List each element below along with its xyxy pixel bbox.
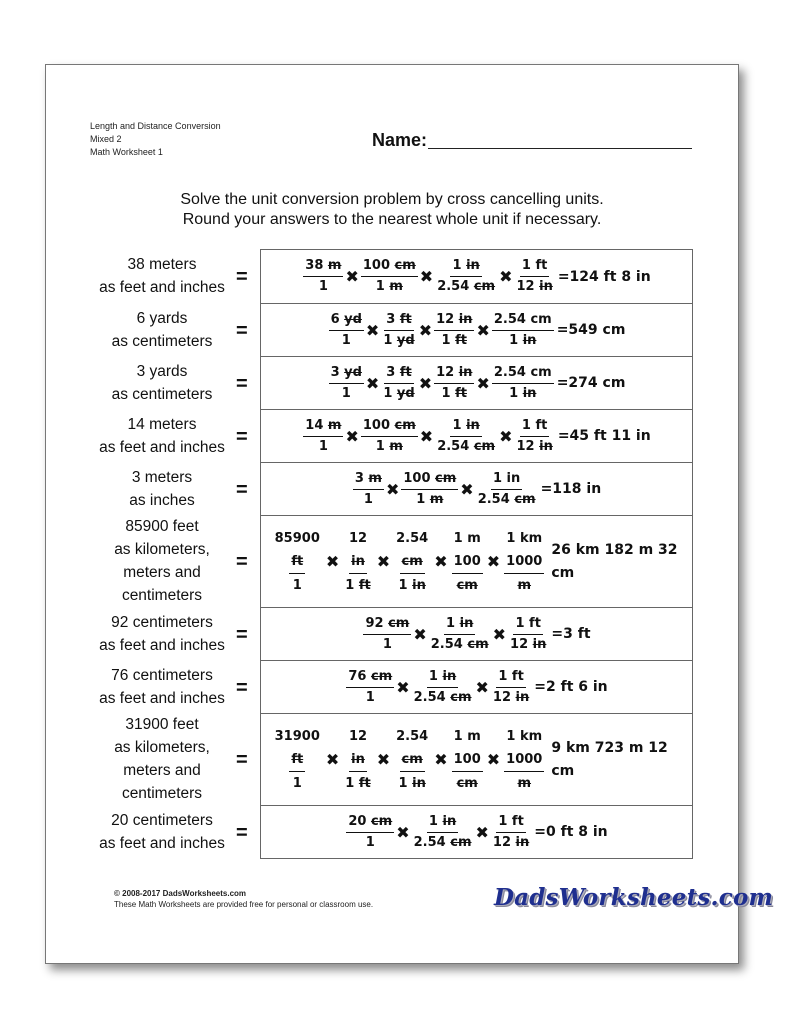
multiply-sign: ✖ (325, 750, 340, 769)
factor-denominator: 1 yd (383, 332, 415, 348)
factor-denominator: 1 (341, 385, 351, 401)
problem-row (46, 303, 738, 356)
conversion-factor (329, 310, 364, 351)
conversion-factor (434, 310, 474, 351)
answer-box (260, 303, 693, 357)
instructions (46, 190, 738, 230)
conversion-factor (435, 256, 497, 297)
factor-numerator-unit: cm (400, 748, 425, 772)
multiply-sign: ✖ (476, 373, 490, 393)
multiply-sign: ✖ (396, 677, 410, 697)
factor-numerator: 85900 (274, 530, 320, 546)
factor-numerator: 6 yd (329, 310, 364, 331)
problem-row (46, 515, 738, 607)
conversion-expression (261, 357, 692, 409)
problem-row (46, 660, 738, 713)
factor-numerator-unit: in (349, 748, 367, 772)
conversion-factor (476, 469, 538, 510)
answer-box (260, 515, 693, 608)
factor-denominator: 2.54 cm (437, 438, 496, 454)
instructions-line-1: Solve the unit conversion problem by cross cancelling units. (180, 191, 604, 208)
problem-row (46, 462, 738, 515)
conversion-factor (363, 614, 411, 655)
problem-question-line: centimeters (121, 587, 203, 604)
problem-row (46, 249, 738, 303)
multiply-sign: ✖ (345, 426, 359, 446)
answer-box (260, 805, 693, 859)
conversion-factor (504, 527, 544, 597)
problem-question (82, 809, 242, 855)
multiply-sign: ✖ (419, 267, 434, 286)
factor-numerator: 38 m (303, 256, 343, 277)
answer-box (260, 462, 693, 516)
factor-numerator-unit: 100 (452, 550, 483, 574)
conversion-result: 26 km 182 m 32 cm (551, 541, 678, 581)
multiply-sign: ✖ (499, 267, 513, 286)
answer-box (260, 607, 693, 661)
factor-denominator: 1 (318, 279, 328, 294)
equals-sign: = (236, 822, 248, 844)
factor-numerator: 3 ft (384, 363, 413, 384)
factor-numerator-unit: 1000 (504, 748, 544, 772)
equals-sign: = (236, 373, 248, 395)
factor-denominator: 12 in (492, 834, 530, 850)
conversion-factor (429, 614, 491, 655)
problem-row (46, 713, 738, 805)
worksheet-title: Length and Distance Conversion (90, 121, 221, 131)
conversion-factor (412, 667, 474, 708)
factor-denominator: 2.54 cm (413, 834, 472, 850)
conversion-factor (452, 527, 483, 597)
equals-sign: = (236, 551, 248, 573)
problem-question-line: 3 meters (131, 469, 193, 486)
problem-question (82, 360, 242, 406)
multiply-sign: ✖ (376, 552, 391, 571)
multiply-sign: ✖ (396, 822, 410, 842)
conversion-factor (346, 812, 394, 853)
problem-question-line: as feet and inches (99, 637, 225, 654)
conversion-result: =118 in (540, 481, 602, 497)
factor-numerator: 3 yd (329, 363, 364, 384)
factor-denominator: 12 in (510, 636, 547, 652)
conversion-result: =274 cm (556, 375, 626, 391)
multiply-sign: ✖ (365, 320, 380, 340)
factor-numerator: 1 km (506, 728, 543, 744)
conversion-factor (435, 416, 497, 457)
conversion-expression (261, 304, 692, 356)
multiply-sign: ✖ (419, 426, 434, 446)
answer-box (260, 409, 693, 463)
factor-denominator: 1 (318, 438, 328, 454)
factor-numerator: 1 in (450, 416, 481, 437)
conversion-expression (261, 410, 692, 462)
factor-denominator: 1 (363, 491, 373, 507)
conversion-factor (381, 363, 416, 404)
factor-numerator-unit: ft (289, 550, 305, 574)
problem-question (82, 713, 242, 805)
problem-question (82, 413, 242, 459)
multiply-sign: ✖ (365, 373, 380, 393)
conversion-expression (261, 661, 692, 713)
conversion-factor (303, 416, 343, 457)
answer-box (260, 713, 693, 806)
multiply-sign: ✖ (486, 750, 501, 769)
conversion-result: =549 cm (556, 322, 626, 338)
factor-denominator: 2.54 cm (477, 491, 536, 507)
multiply-sign: ✖ (376, 750, 391, 769)
usage-note: These Math Worksheets are provided free for personal or classroom use. (114, 900, 374, 909)
conversion-expression (261, 463, 692, 515)
problem-question (82, 307, 242, 353)
factor-numerator: 20 cm (346, 812, 394, 833)
problem-question-line: 38 meters (127, 256, 197, 273)
conversion-factor (492, 363, 554, 404)
conversion-factor (361, 416, 418, 457)
conversion-result: =2 ft 6 in (534, 679, 608, 695)
factor-numerator: 3 ft (384, 310, 413, 331)
conversion-factor (401, 469, 458, 510)
problem-question-line: 31900 feet (125, 716, 199, 733)
factor-numerator: 12 in (434, 363, 474, 384)
conversion-result: =124 ft 8 in (557, 268, 651, 285)
conversion-factor (491, 812, 531, 853)
multiply-sign: ✖ (418, 320, 433, 340)
factor-numerator-unit: ft (289, 748, 305, 772)
problem-question-line: 92 centimeters (111, 614, 213, 631)
conversion-factor (491, 667, 531, 708)
multiply-sign: ✖ (475, 677, 489, 697)
problem-question-line: as centimeters (111, 386, 213, 403)
factor-denominator: 1 (365, 689, 375, 705)
multiply-sign: ✖ (434, 750, 448, 769)
factor-numerator: 1 km (506, 530, 543, 546)
problem-question-line: 76 centimeters (111, 667, 213, 684)
factor-denominator: 1 in (398, 577, 426, 593)
multiply-sign: ✖ (325, 552, 340, 571)
conversion-factor (514, 416, 554, 457)
problem-question-line: as feet and inches (99, 835, 225, 852)
factor-numerator: 1 ft (496, 812, 525, 833)
instructions-line-2: Round your answers to the nearest whole unit if necessary. (182, 211, 602, 228)
conversion-factor (353, 469, 384, 510)
factor-numerator: 1 ft (513, 614, 542, 635)
site-logo: DadsWorksheets.com (494, 884, 774, 911)
multiply-sign: ✖ (418, 373, 433, 393)
factor-denominator: 1 ft (345, 577, 371, 593)
problem-question (82, 611, 242, 657)
factor-denominator: 1 in (509, 385, 537, 401)
problem-question-line: as inches (129, 492, 195, 509)
factor-denominator: 1 in (509, 332, 537, 348)
factor-numerator: 12 in (434, 310, 474, 331)
conversion-factor (346, 667, 394, 708)
factor-denominator: 1 in (398, 775, 426, 791)
problem-row (46, 356, 738, 409)
conversion-factor (508, 614, 548, 655)
multiply-sign: ✖ (345, 267, 359, 286)
conversion-factor (343, 725, 372, 795)
factor-numerator: 100 cm (361, 416, 418, 437)
conversion-result: =3 ft (551, 626, 591, 642)
factor-numerator-unit: in (349, 550, 367, 574)
multiply-sign: ✖ (475, 822, 489, 842)
factor-denominator: 1 ft (441, 385, 467, 401)
worksheet-page (45, 64, 774, 964)
problem-question (82, 515, 242, 607)
factor-numerator: 76 cm (346, 667, 394, 688)
multiply-sign: ✖ (486, 552, 501, 571)
conversion-factor (361, 256, 418, 297)
name-label: Name: (372, 130, 428, 150)
conversion-expression (261, 516, 692, 607)
factor-numerator: 1 in (444, 614, 475, 635)
problem-question (82, 253, 242, 299)
factor-denominator: 1 m (375, 279, 403, 294)
conversion-factor (504, 725, 544, 795)
problem-question-line: 14 meters (127, 416, 197, 433)
conversion-factor (381, 310, 416, 351)
factor-denominator: 1 yd (383, 385, 415, 401)
factor-denominator: 12 in (516, 438, 553, 454)
equals-sign: = (236, 266, 248, 288)
answer-box (260, 249, 693, 304)
equals-sign: = (236, 320, 248, 342)
conversion-factor (273, 527, 322, 597)
factor-denominator: 1 ft (441, 332, 467, 348)
problem-question-line: 6 yards (136, 310, 188, 327)
factor-denominator: 1 m (375, 438, 403, 454)
factor-numerator-unit: 100 (452, 748, 483, 772)
problem-question-line: as kilometers, (114, 541, 210, 558)
footer (114, 888, 373, 910)
factor-numerator: 3 m (353, 469, 384, 490)
equals-sign: = (236, 749, 248, 771)
factor-numerator: 92 cm (363, 614, 411, 635)
factor-numerator: 1 in (427, 812, 458, 833)
equals-sign: = (236, 624, 248, 646)
answer-box (260, 356, 693, 410)
problem-row (46, 409, 738, 462)
factor-denominator: 1 (382, 636, 392, 652)
problem-question (82, 664, 242, 710)
factor-denominator: 1 ft (345, 775, 371, 791)
conversion-result: 9 km 723 m 12 cm (551, 739, 668, 779)
factor-denominator: 1 m (416, 491, 444, 507)
factor-numerator: 2.54 (396, 530, 429, 546)
answer-box (260, 660, 693, 714)
problem-row (46, 805, 738, 858)
factor-denominator: 12 in (492, 689, 530, 705)
factor-numerator: 2.54 cm (492, 310, 554, 331)
factor-denominator: 2.54 cm (430, 636, 489, 652)
factor-denominator: 1 (292, 577, 302, 593)
factor-numerator: 12 (348, 728, 368, 744)
factor-numerator: 1 in (427, 667, 458, 688)
copyright-text: © 2008-2017 DadsWorksheets.com (114, 889, 247, 898)
factor-denominator: cm (456, 775, 478, 791)
problem-question-line: 20 centimeters (111, 812, 213, 829)
problem-question-line: meters and (123, 762, 201, 779)
factor-numerator: 1 m (453, 530, 481, 546)
conversion-factor (394, 527, 430, 597)
factor-numerator: 31900 (274, 728, 320, 744)
factor-denominator: 12 in (516, 279, 553, 294)
factor-numerator: 1 ft (520, 256, 549, 277)
multiply-sign: ✖ (499, 426, 513, 446)
factor-numerator: 14 m (303, 416, 343, 437)
conversion-factor (394, 725, 430, 795)
name-line[interactable] (428, 148, 692, 149)
multiply-sign: ✖ (492, 624, 507, 644)
factor-numerator: 2.54 cm (492, 363, 554, 384)
conversion-factor (514, 256, 554, 297)
conversion-factor (273, 725, 322, 795)
factor-denominator: 2.54 cm (437, 279, 496, 294)
worksheet-header (90, 120, 221, 159)
conversion-factor (412, 812, 474, 853)
conversion-factor (343, 527, 372, 597)
worksheet-subtitle: Mixed 2 (90, 134, 122, 144)
conversion-result: =0 ft 8 in (534, 824, 608, 840)
multiply-sign: ✖ (476, 320, 490, 340)
problem-question (82, 466, 242, 512)
factor-numerator: 100 cm (361, 256, 418, 277)
equals-sign: = (236, 426, 248, 448)
factor-numerator: 1 m (453, 728, 481, 744)
conversion-result: =45 ft 11 in (557, 428, 651, 444)
problem-question-line: as feet and inches (99, 439, 225, 456)
conversion-expression (261, 608, 692, 660)
multiply-sign: ✖ (413, 624, 427, 644)
problem-question-line: centimeters (121, 785, 203, 802)
factor-denominator: 1 (292, 775, 302, 791)
factor-denominator: cm (456, 577, 478, 593)
worksheet-number: Math Worksheet 1 (90, 147, 163, 157)
problem-row (46, 607, 738, 660)
conversion-factor (329, 363, 364, 404)
multiply-sign: ✖ (460, 479, 474, 499)
factor-denominator: m (517, 775, 532, 791)
problem-question-line: meters and (123, 564, 201, 581)
factor-numerator-unit: 1000 (504, 550, 544, 574)
factor-numerator: 1 in (450, 256, 481, 277)
conversion-factor (492, 310, 554, 351)
conversion-factor (303, 256, 343, 297)
problem-question-line: as kilometers, (114, 739, 210, 756)
multiply-sign: ✖ (434, 552, 448, 571)
factor-numerator: 12 (348, 530, 368, 546)
problem-question-line: as centimeters (111, 333, 213, 350)
factor-denominator: 1 (341, 332, 351, 348)
conversion-expression (261, 250, 692, 303)
problem-question-line: as feet and inches (99, 690, 225, 707)
problem-question-line: as feet and inches (99, 279, 225, 296)
factor-denominator: 1 (365, 834, 375, 850)
factor-numerator: 1 ft (520, 416, 549, 437)
equals-sign: = (236, 479, 248, 501)
factor-numerator: 100 cm (401, 469, 458, 490)
factor-numerator: 2.54 (396, 728, 429, 744)
conversion-expression (261, 806, 692, 858)
problem-question-line: 3 yards (136, 363, 188, 380)
conversion-factor (434, 363, 474, 404)
factor-denominator: 2.54 cm (413, 689, 472, 705)
conversion-expression (261, 714, 692, 805)
multiply-sign: ✖ (385, 479, 400, 499)
factor-denominator: m (517, 577, 532, 593)
factor-numerator: 1 ft (496, 667, 525, 688)
factor-numerator-unit: cm (400, 550, 425, 574)
factor-numerator: 1 in (491, 469, 522, 490)
problem-question-line: 85900 feet (125, 518, 199, 535)
conversion-factor (452, 725, 483, 795)
equals-sign: = (236, 677, 248, 699)
